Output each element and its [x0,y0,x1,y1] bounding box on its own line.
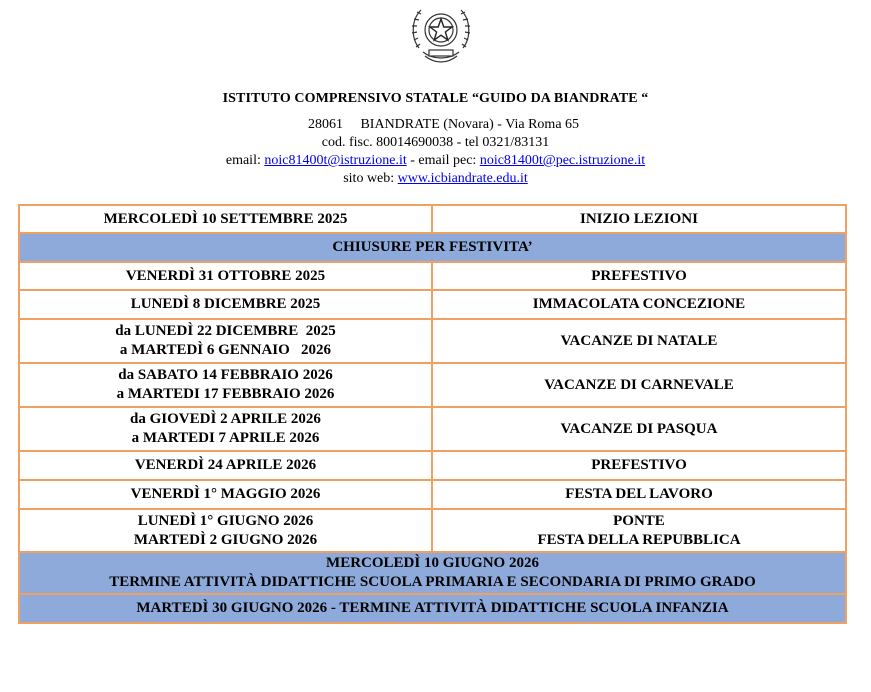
closure-event: FESTA DEL LAVORO [432,480,846,509]
table-row [19,509,846,552]
closure-date: VENERDÌ 31 OTTOBRE 2025 [19,262,432,290]
table-row [19,290,846,319]
website-label: sito web: [343,171,395,186]
table-row [19,407,846,451]
school-name: ISTITUTO COMPRENSIVO STATALE “GUIDO DA BIANDRATE “ [222,91,649,106]
table-row [19,594,846,623]
closure-date [19,363,432,407]
closure-event: VACANZE DI NATALE [432,319,846,363]
closure-event: PREFESTIVO [432,451,846,480]
table-row [19,319,846,363]
end-primary-event: TERMINE ATTIVITÀ DIDATTICHE SCUOLA PRIMARIA E SECONDARIA DI PRIMO GRADO [109,574,756,590]
closures-heading: CHIUSURE PER FESTIVITA’ [19,233,846,262]
closure-date-line: LUNEDÌ 1° GIUGNO 2026 [137,512,314,529]
closure-event: VACANZE DI PASQUA [432,407,846,451]
postal-code: 28061 [307,117,343,132]
pec-label: - email pec: [410,153,477,168]
address: BIANDRATE (Novara) - Via Roma 65 [360,117,580,132]
closure-date-to: a MARTEDÌ 6 GENNAIO 2026 [119,342,332,358]
closure-event: VACANZE DI CARNEVALE [432,363,846,407]
closure-date-from: da LUNEDÌ 22 DICEMBRE 2025 [115,323,336,339]
email-link[interactable]: noic81400t@istruzione.it [264,153,407,168]
table-row [19,233,846,262]
closure-date-line: MARTEDÌ 2 GIUGNO 2026 [133,531,318,548]
closure-date [19,407,432,451]
website-line [0,170,871,188]
website-link[interactable]: www.icbiandrate.edu.it [397,171,528,186]
closure-date [19,319,432,363]
end-primary-date: MERCOLEDÌ 10 GIUGNO 2026 [326,555,539,571]
closure-event [432,509,846,552]
table-row [19,552,846,594]
closure-date-to: a MARTEDI 17 FEBBRAIO 2026 [116,386,335,402]
closure-event: IMMACOLATA CONCEZIONE [432,290,846,319]
start-date: MERCOLEDÌ 10 SETTEMBRE 2025 [19,205,432,233]
table-row [19,205,846,233]
closure-date: VENERDÌ 24 APRILE 2026 [19,451,432,480]
end-infancy: MARTEDÌ 30 GIUGNO 2026 - TERMINE ATTIVITÀ DIDATTICHE SCUOLA INFANZIA [19,594,846,623]
pec-link[interactable]: noic81400t@pec.istruzione.it [479,153,646,168]
email-label: email: [225,153,261,168]
school-calendar-table [18,204,847,624]
table-row [19,262,846,290]
email-line [0,152,871,170]
table-row [19,451,846,480]
closure-event-line: FESTA DELLA REPUBBLICA [537,531,741,548]
closure-event-line: PONTE [613,512,665,529]
table-row [19,480,846,509]
table-row [19,363,846,407]
fiscal-line: cod. fisc. 80014690038 - tel 0321/83131 [321,135,550,150]
closure-date: VENERDÌ 1° MAGGIO 2026 [19,480,432,509]
closure-date-from: da SABATO 14 FEBBRAIO 2026 [118,367,333,383]
closure-event: PREFESTIVO [432,262,846,290]
start-event: INIZIO LEZIONI [432,205,846,233]
closure-date [19,509,432,552]
closure-date-to: a MARTEDI 7 APRILE 2026 [131,430,320,446]
end-primary-secondary [19,552,846,594]
address-line [8,116,871,134]
italian-republic-emblem-icon [409,2,473,68]
closure-date-from: da GIOVEDÌ 2 APRILE 2026 [130,411,321,427]
closure-date: LUNEDÌ 8 DICEMBRE 2025 [19,290,432,319]
